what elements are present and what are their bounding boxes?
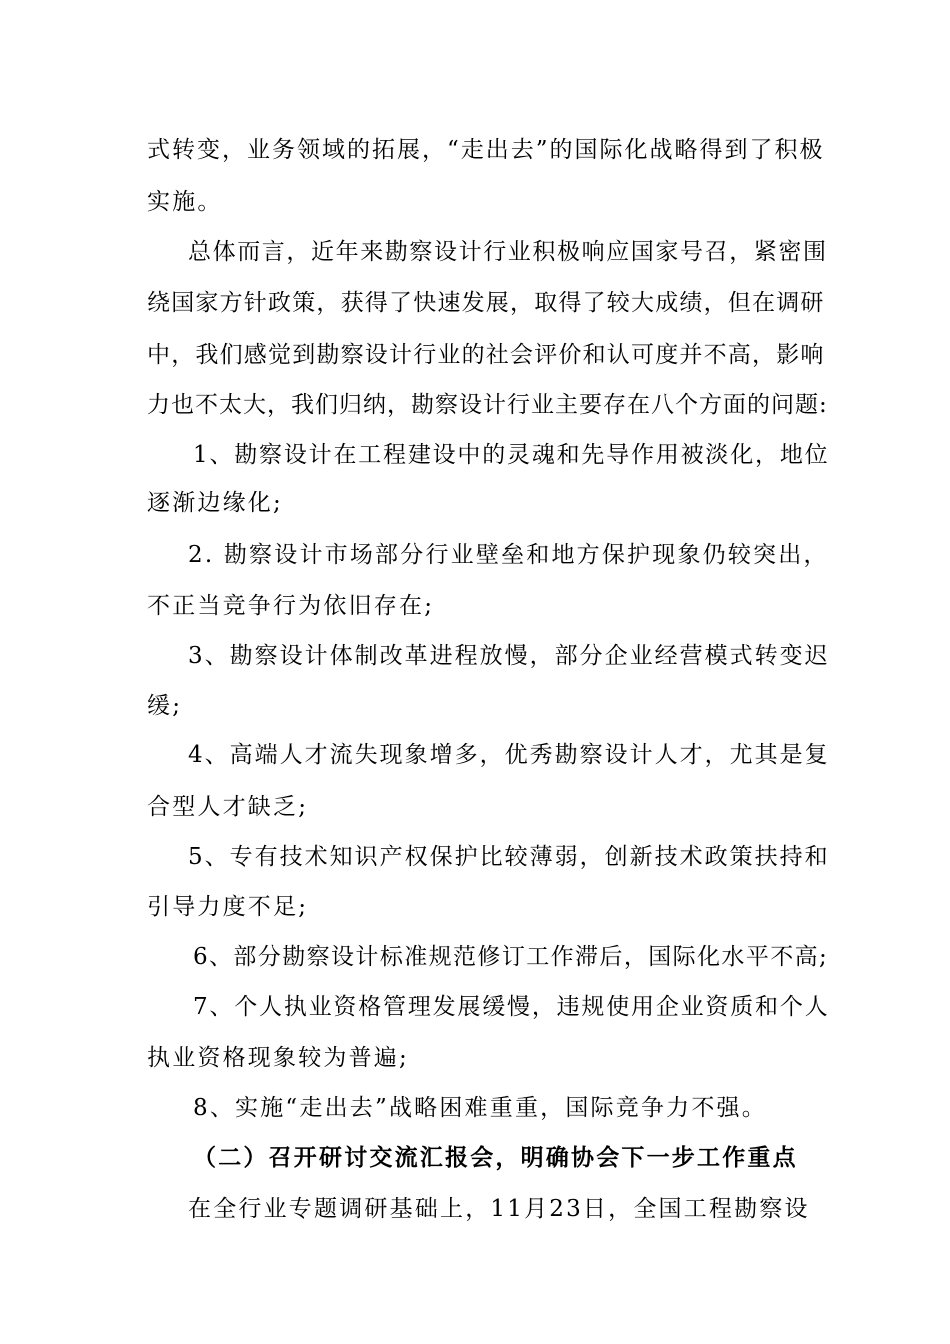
list-item-2-line-2: 不正当竞争行为依旧存在; bbox=[147, 593, 435, 619]
list-item-5-line-2: 引导力度不足; bbox=[147, 894, 309, 920]
text-line-4: 绕国家方针政策，获得了快速发展，取得了较大成绩，但在调研 bbox=[147, 290, 825, 316]
list-item-8-line-1: 8、实施“走出去”战略困难重重，国际竞争力不强。 bbox=[193, 1095, 767, 1121]
list-item-7-line-2: 执业资格现象较为普遍; bbox=[147, 1045, 409, 1071]
list-item-7-line-1: 7、个人执业资格管理发展缓慢，违规使用企业资质和个人 bbox=[193, 994, 830, 1020]
text-line-5: 中，我们感觉到勘察设计行业的社会评价和认可度并不高，影响 bbox=[147, 342, 825, 368]
list-item-1-line-1: 1、勘察设计在工程建设中的灵魂和先导作用被淡化，地位 bbox=[193, 442, 830, 468]
list-item-3-line-1: 3、勘察设计体制改革进程放慢，部分企业经营模式转变迟 bbox=[188, 643, 830, 669]
text-line-3: 总体而言，近年来勘察设计行业积极响应国家号召，紧密围 bbox=[188, 239, 828, 265]
list-item-3-line-2: 缓; bbox=[147, 693, 183, 719]
text-line-2: 实施。 bbox=[147, 189, 223, 215]
list-item-2-line-1: 2. 勘察设计市场部分行业壁垒和地方保护现象仍较突出， bbox=[188, 542, 829, 568]
list-item-4-line-1: 4、高端人才流失现象增多，优秀勘察设计人才，尤其是复 bbox=[188, 742, 830, 768]
section-heading: （二）召开研讨交流汇报会，明确协会下一步工作重点 bbox=[193, 1144, 798, 1171]
list-item-6-line-1: 6、部分勘察设计标准规范修订工作滞后，国际化水平不高; bbox=[193, 944, 829, 970]
text-line-last: 在全行业专题调研基础上，11月23日，全国工程勘察设 bbox=[188, 1196, 810, 1222]
text-line-1: 式转变，业务领域的拓展，“走出去”的国际化战略得到了积极 bbox=[147, 137, 825, 163]
text-line-6: 力也不太大，我们归纳，勘察设计行业主要存在八个方面的问题: bbox=[147, 392, 828, 418]
list-item-1-line-2: 逐渐边缘化; bbox=[147, 490, 283, 516]
list-item-4-line-2: 合型人才缺乏; bbox=[147, 794, 309, 820]
list-item-5-line-1: 5、专有技术知识产权保护比较薄弱，创新技术政策扶持和 bbox=[188, 844, 830, 870]
